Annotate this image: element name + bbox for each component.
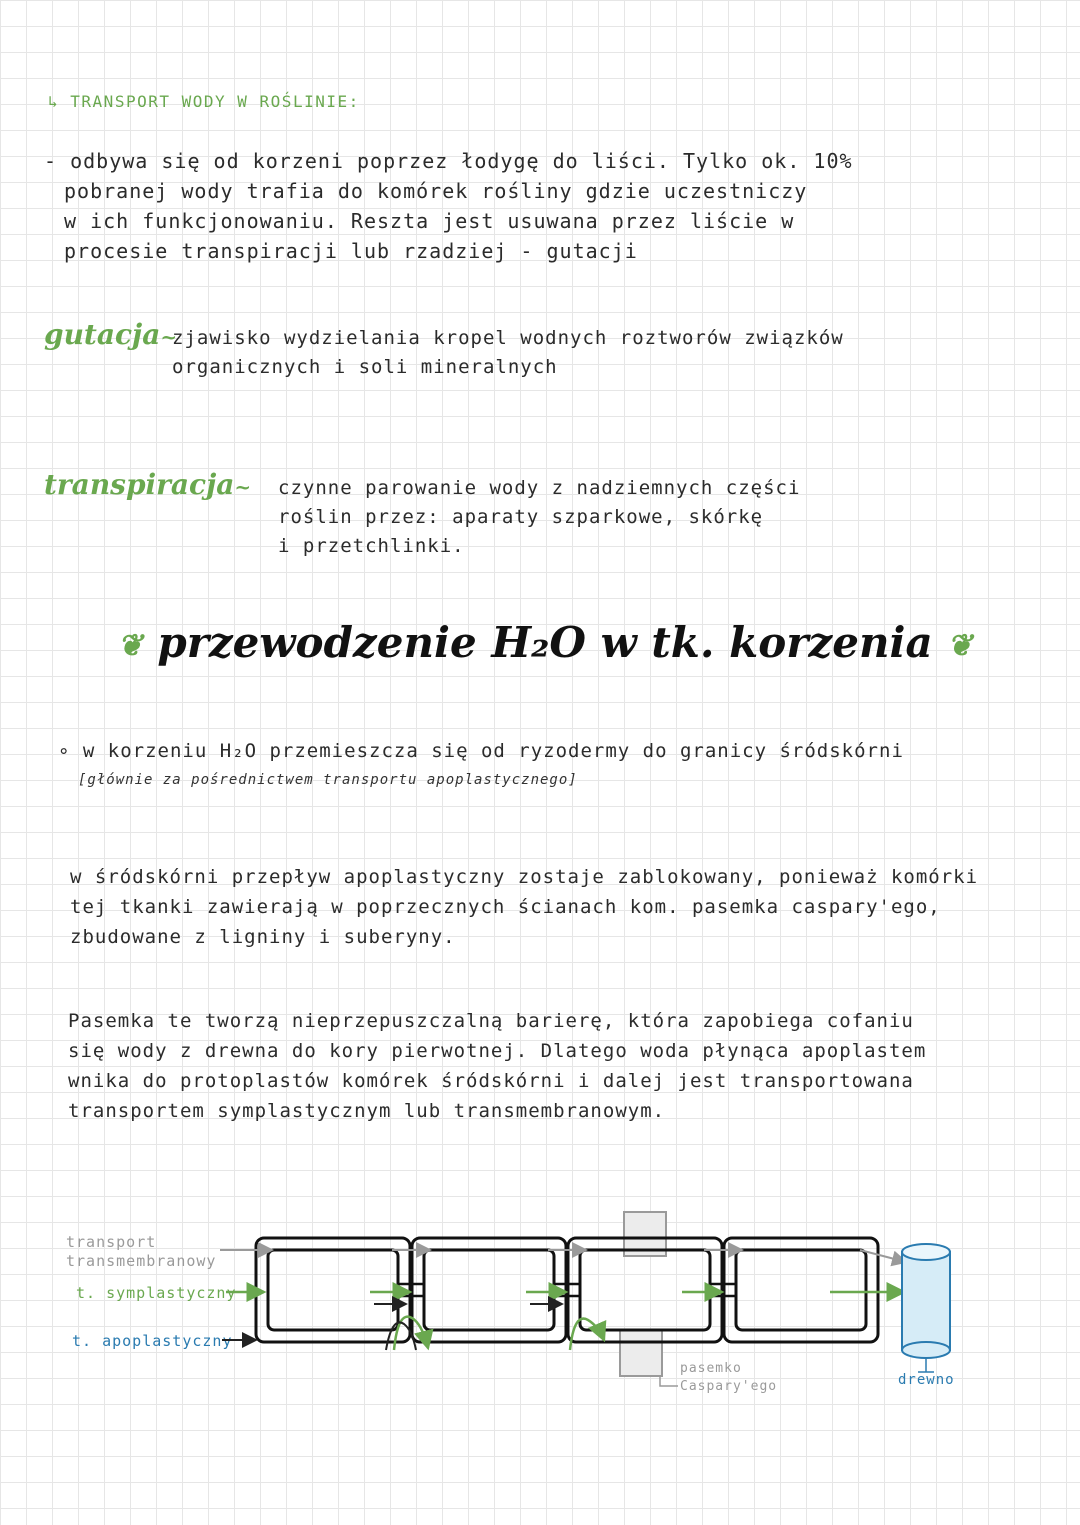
intro-paragraph: [44, 146, 884, 266]
paragraph-line: się wody z drewna do kory pierwotnej. Dlatego woda płynąca apoplastem: [68, 1040, 927, 1062]
paragraph-line: tej tkanki zawierają w poprzecznych ścianach kom. pasemka caspary'ego,: [70, 896, 941, 918]
leaf-ornament-icon: ❦: [117, 628, 143, 664]
arrow-return-icon: ↳: [48, 92, 60, 111]
definition-line: czynne parowanie wody z nadziemnych części: [278, 477, 801, 499]
headline-text: przewodzenie H₂O w tk. korzenia: [157, 618, 933, 667]
definition-gutation-text: [172, 324, 992, 382]
label-line: pasemko: [680, 1361, 742, 1376]
bullet-note: [głównie za pośrednictwem transportu apoplastycznego]: [78, 772, 578, 788]
cell-wall: [256, 1238, 410, 1342]
paragraph-line: w śródskórni przepływ apoplastyczny zostaje zablokowany, ponieważ komórki: [70, 866, 979, 888]
label-line: Caspary'ego: [680, 1379, 778, 1394]
definition-line: organicznych i soli mineralnych: [172, 356, 558, 378]
symplast-arrow: [570, 1319, 604, 1350]
root-transport-diagram: [0, 1200, 1080, 1400]
definition-transpiration: [44, 468, 251, 501]
definition-line: zjawisko wydzielania kropel wodnych roztworów związków: [172, 327, 844, 349]
definition-term: gutacja: [44, 318, 161, 351]
intro-line: w ich funkcjonowaniu. Reszta jest usuwana przez liście w: [64, 209, 795, 233]
bullet-item: [58, 736, 1048, 766]
casparian-pointer: [660, 1376, 678, 1386]
leaf-ornament-icon: ❦: [947, 628, 973, 664]
bullet-marker: ∘: [58, 740, 71, 762]
definition-line: roślin przez: aparaty szparkowe, skórkę: [278, 506, 764, 528]
cell-wall: [724, 1238, 878, 1342]
casparian-strip-band: [620, 1330, 662, 1376]
definition-line: i przetchlinki.: [278, 535, 465, 557]
intro-line: - odbywa się od korzeni poprzez łodygę do liści. Tylko ok. 10%: [44, 149, 853, 173]
cell-membrane: [268, 1250, 398, 1330]
paragraph-line: wnika do protoplastów komórek śródskórni i dalej jest transportowana: [68, 1070, 914, 1092]
intro-line: pobranej wody trafia do komórek rośliny gdzie uczestniczy: [64, 179, 808, 203]
label-xylem: drewno: [898, 1372, 955, 1388]
definition-separator: ~: [160, 325, 178, 349]
xylem-vessel: [902, 1244, 950, 1372]
bullet-text: w korzeniu H₂O przemieszcza się od ryzodermy do granicy śródskórni: [82, 740, 904, 762]
section-title: [48, 92, 360, 111]
intro-line: procesie transpiracji lub rzadziej - gutacji: [64, 239, 638, 263]
label-line: transmembranowy: [66, 1252, 217, 1270]
definition-term: transpiracja: [44, 468, 235, 501]
paragraph-endodermis: [70, 862, 1060, 952]
label-line: transport: [66, 1233, 157, 1251]
paragraph-line: zbudowane z ligniny i suberyny.: [70, 926, 456, 948]
page-headline: [50, 618, 1040, 667]
paragraph-casparian-strips: [68, 1006, 1058, 1126]
definition-transpiration-text: [278, 474, 998, 561]
cell-membrane: [736, 1250, 866, 1330]
label-apoplast: t. apoplastyczny: [72, 1332, 233, 1350]
label-symplast: t. symplastyczny: [76, 1284, 237, 1302]
paragraph-line: transportem symplastycznym lub transmembranowym.: [68, 1100, 666, 1122]
definition-separator: ~: [234, 475, 252, 499]
cell-wall: [412, 1238, 566, 1342]
paragraph-line: Pasemka te tworzą nieprzepuszczalną barierę, która zapobiega cofaniu: [68, 1010, 914, 1032]
section-title-text: TRANSPORT WODY W ROŚLINIE:: [70, 92, 360, 111]
cell-membrane: [424, 1250, 554, 1330]
cell-membrane: [580, 1250, 710, 1330]
definition-gutation: [44, 318, 177, 351]
